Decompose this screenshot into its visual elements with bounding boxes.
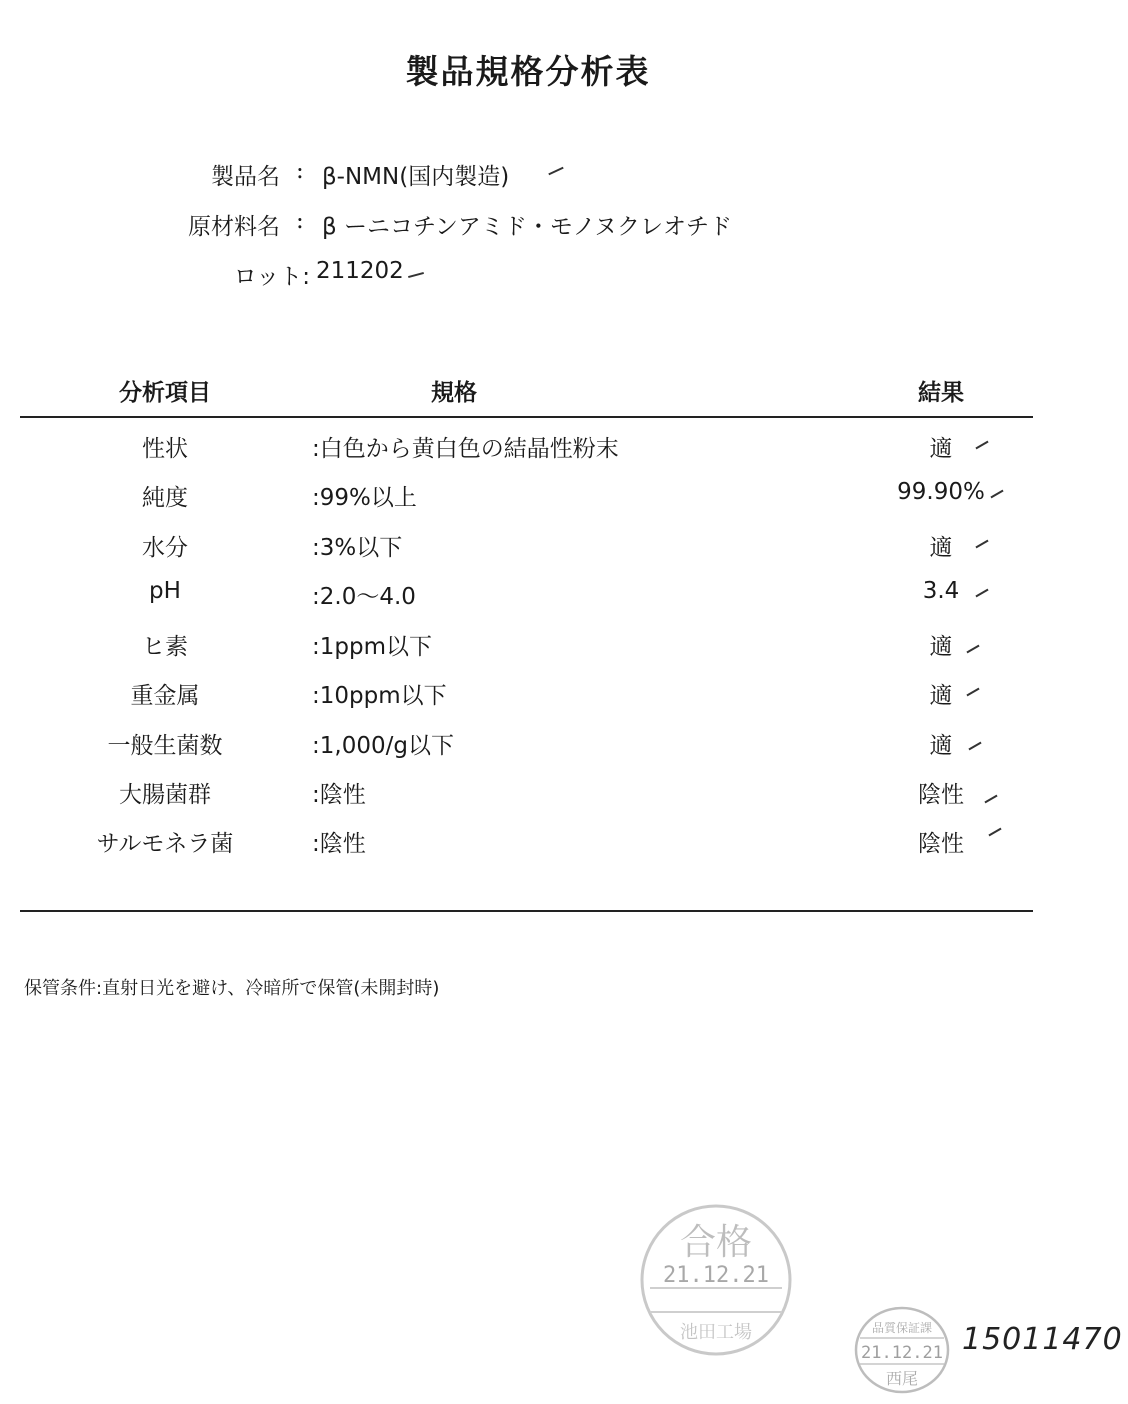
- row-spec: :白色から黄白色の結晶性粉末: [312, 436, 619, 462]
- table-row: [0, 578, 1128, 627]
- stamp-approval-text: 合格: [679, 1222, 753, 1263]
- row-item: ヒ素: [142, 634, 188, 660]
- row-result: 適: [929, 733, 953, 759]
- stamp-qc-name: 西尾: [885, 1369, 919, 1388]
- row-spec: :1,000/g以下: [312, 733, 454, 759]
- row-spec: :10ppm以下: [312, 683, 447, 709]
- row-result: 適: [929, 634, 953, 660]
- table-row: [0, 628, 1128, 677]
- handwritten-number: 15011470: [962, 1322, 1123, 1357]
- material-value: β ーニコチンアミド・モノヌクレオチド: [322, 214, 732, 240]
- product-name-label: 製品名: [211, 164, 280, 190]
- table-row: [0, 430, 1128, 479]
- column-header-spec: 規格: [431, 380, 477, 406]
- material-label: 原材料名: [188, 214, 280, 240]
- table-row: [0, 529, 1128, 578]
- table-top-rule: [20, 416, 1033, 418]
- row-result: 陰性: [918, 782, 964, 808]
- lot-label: ロット:: [233, 264, 310, 290]
- stamp-qc-date: 21.12.21: [861, 1343, 943, 1363]
- approval-stamp: [636, 1200, 796, 1360]
- page-title: 製品規格分析表: [405, 52, 651, 91]
- row-result: 適: [929, 535, 953, 561]
- check-mark-icon: [548, 167, 563, 176]
- row-result: 陰性: [918, 831, 964, 857]
- qc-stamp-graphic: [852, 1304, 952, 1396]
- row-result: 適: [929, 436, 953, 462]
- table-row: [0, 479, 1128, 528]
- table-row: [0, 727, 1128, 776]
- row-item: 大腸菌群: [119, 782, 211, 808]
- row-spec: :99%以上: [312, 485, 417, 511]
- row-spec: :1ppm以下: [312, 634, 432, 660]
- approval-stamp-graphic: [636, 1200, 796, 1360]
- stamp-approval-date: 21.12.21: [663, 1263, 769, 1288]
- table-row: [0, 677, 1128, 726]
- qc-stamp: [852, 1304, 952, 1396]
- row-item: 重金属: [130, 683, 200, 709]
- row-spec: :陰性: [312, 782, 366, 808]
- row-spec: :陰性: [312, 831, 366, 857]
- row-result: 99.90%: [897, 479, 985, 505]
- check-mark-icon: [408, 272, 424, 278]
- table-row: [0, 776, 1128, 825]
- table-row: [0, 825, 1128, 874]
- row-spec: :3%以下: [312, 535, 403, 561]
- column-header-item: 分析項目: [119, 380, 211, 406]
- row-item: 純度: [142, 485, 188, 511]
- row-spec: :2.0～4.0: [312, 584, 416, 610]
- row-item: 性状: [142, 436, 188, 462]
- row-item: 一般生菌数: [107, 733, 223, 759]
- column-header-result: 結果: [918, 380, 964, 406]
- stamp-approval-sub: 池田工場: [680, 1322, 752, 1343]
- lot-value: 211202: [316, 258, 404, 284]
- product-name-value: β-NMN(国内製造): [322, 164, 510, 190]
- stamp-qc-label: 品質保証課: [871, 1321, 933, 1335]
- row-result: 3.4: [922, 578, 960, 604]
- material-colon: :: [296, 208, 304, 234]
- row-result: 適: [929, 683, 953, 709]
- row-item: 水分: [142, 535, 188, 561]
- storage-conditions: 保管条件:直射日光を避け、冷暗所で保管(未開封時): [24, 978, 440, 999]
- row-item: pH: [149, 578, 181, 604]
- table-bottom-rule: [20, 910, 1033, 912]
- product-name-colon: :: [296, 158, 304, 184]
- row-item: サルモネラ菌: [96, 831, 234, 857]
